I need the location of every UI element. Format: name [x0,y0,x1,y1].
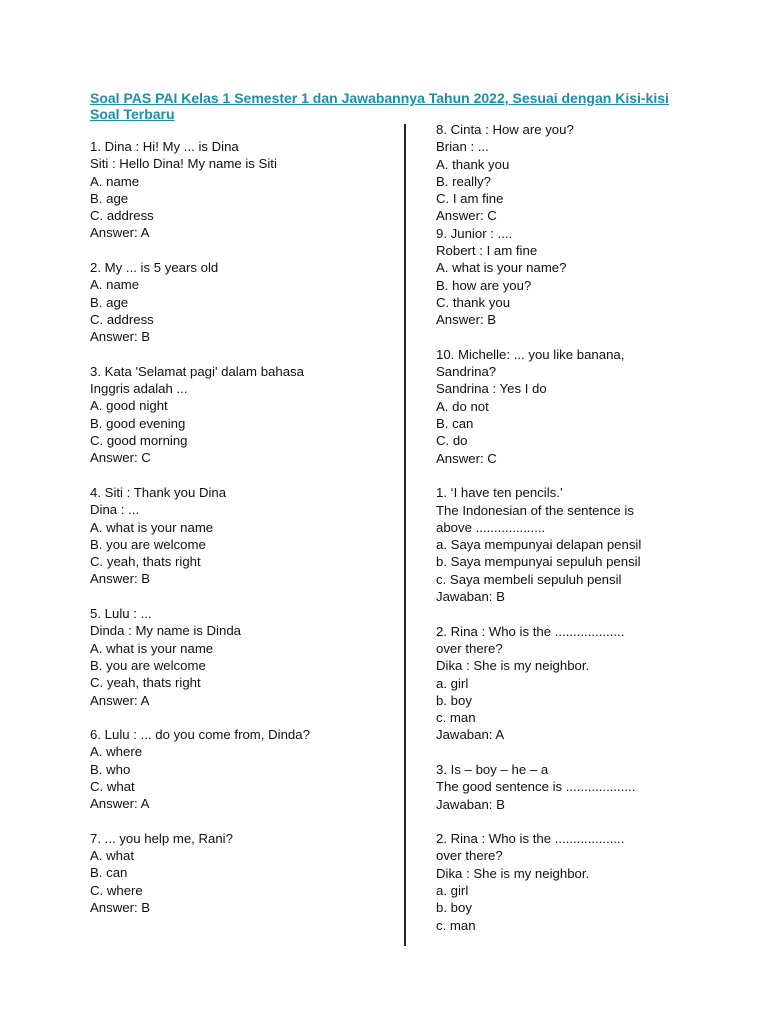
question-text-line: 7. ... you help me, Rani? [90,830,233,846]
question-text-line: 5. Lulu : ... [90,606,152,622]
blank-line [90,467,390,484]
question-text-line: A. good night [90,398,168,414]
question-text-line: B. really? [436,173,491,189]
question-text-line: c. Saya membeli sepuluh pensil [436,571,622,587]
question-text-line: A. do not [436,398,489,414]
question-text-line: 1. Dina : Hi! My ... is Dina [90,139,239,154]
blank-line [90,588,390,605]
question-text-line: b. boy [436,900,472,916]
question-text-line: Jawaban: B [436,796,505,812]
question-text-line: c. man [436,710,476,726]
question-text-line: Dika : She is my neighbor. [436,658,590,674]
question-text-line: B. you are welcome [90,536,206,552]
question-text-line: Answer: A [90,692,150,708]
question-text-line: b. boy [436,692,472,708]
question-text-line: above ................... [436,519,546,535]
question-text-line: a. girl [436,883,469,899]
question-text-line: C. address [90,311,154,327]
question-text-line: 3. Kata 'Selamat pagi' dalam bahasa [90,363,304,379]
right-question-column [436,121,736,934]
column-divider [404,124,406,946]
question-text-line: 8. Cinta : How are you? [436,122,574,137]
question-text-line: A. thank you [436,156,510,172]
question-text-line: C. good morning [90,433,188,449]
question-text-line: A. where [90,744,143,760]
blank-line [436,467,736,484]
blank-line [436,329,736,346]
blank-line [90,813,390,830]
question-text-line: Dika : She is my neighbor. [436,865,590,881]
question-text-line: The good sentence is ................... [436,779,636,795]
question-text-line: A. name [90,173,140,189]
question-text-line: 1. ‘I have ten pencils.’ [436,485,563,501]
question-text-line: B. age [90,294,129,310]
question-text-line: A. what is your name [90,519,214,535]
question-text-line: Answer: A [90,225,150,241]
question-text-line: 2. Rina : Who is the ................... [436,831,625,847]
question-text-line: C. what [90,778,135,794]
question-text-line: Answer: B [90,571,151,587]
blank-line [90,346,390,363]
question-text-line: C. thank you [436,294,511,310]
question-text-line: C. I am fine [436,191,504,207]
question-text-line: The Indonesian of the sentence is [436,502,634,518]
question-text-line: B. who [90,761,131,777]
question-text-line: C. yeah, thats right [90,675,201,691]
question-text-line: C. do [436,433,468,449]
question-text-line: Brian : ... [436,139,489,155]
question-text-line: A. what is your name [90,640,214,656]
question-text-line: C. yeah, thats right [90,554,201,570]
question-text-line: 2. Rina : Who is the ................... [436,623,625,639]
question-text-line: Answer: C [436,208,497,224]
question-text-line: over there? [436,848,503,864]
blank-line [436,813,736,830]
question-text-line: a. girl [436,675,469,691]
question-text-line: c. man [436,917,476,933]
question-text-line: Dina : ... [90,502,140,518]
question-text-line: Sandrina? [436,364,497,380]
question-text-line: Answer: C [436,450,497,466]
question-text-line: Answer: A [90,796,150,812]
left-question-column [90,138,390,916]
question-text-line: 2. My ... is 5 years old [90,260,219,276]
page-title[interactable]: Soal PAS PAI Kelas 1 Semester 1 dan Jawabannya Tahun 2022, Sesuai dengan Kisi-kisi Soal Terbaru [90,90,669,122]
question-text-line: 4. Siti : Thank you Dina [90,484,227,500]
question-text-line: Answer: B [90,329,151,345]
question-text-line: Jawaban: B [436,589,505,605]
blank-line [90,242,390,259]
question-text-line: Siti : Hello Dina! My name is Siti [90,156,277,172]
blank-line [90,709,390,726]
question-text-line: C. address [90,208,154,224]
question-text-line: B. how are you? [436,277,532,293]
question-text-line: A. what is your name? [436,260,567,276]
question-text-line: b. Saya mempunyai sepuluh pensil [436,554,641,570]
question-text-line: B. can [436,416,474,432]
question-text-line: Inggris adalah ... [90,381,188,397]
question-text-line: B. age [90,190,129,206]
question-text-line: Dinda : My name is Dinda [90,623,241,639]
question-text-line: Answer: B [90,900,151,916]
question-text-line: A. what [90,848,134,864]
question-text-line: Sandrina : Yes I do [436,381,547,397]
question-text-line: over there? [436,640,503,656]
question-text-line: C. where [90,882,143,898]
question-text-line: B. you are welcome [90,657,206,673]
question-text-line: A. name [90,277,140,293]
question-text-line: B. good evening [90,415,186,431]
question-text-line: Jawaban: A [436,727,505,743]
question-text-line: 6. Lulu : ... do you come from, Dinda? [90,727,310,743]
question-text-line: Answer: B [436,312,497,328]
question-text-line: 10. Michelle: ... you like banana, [436,346,625,362]
question-text-line: 3. Is – boy – he – a [436,761,549,777]
question-text-line: Robert : I am fine [436,243,538,259]
question-text-line: 9. Junior : .... [436,225,513,241]
blank-line [436,744,736,761]
blank-line [436,605,736,622]
question-text-line: a. Saya mempunyai delapan pensil [436,537,642,553]
question-text-line: B. can [90,865,128,881]
question-text-line: Answer: C [90,450,151,466]
